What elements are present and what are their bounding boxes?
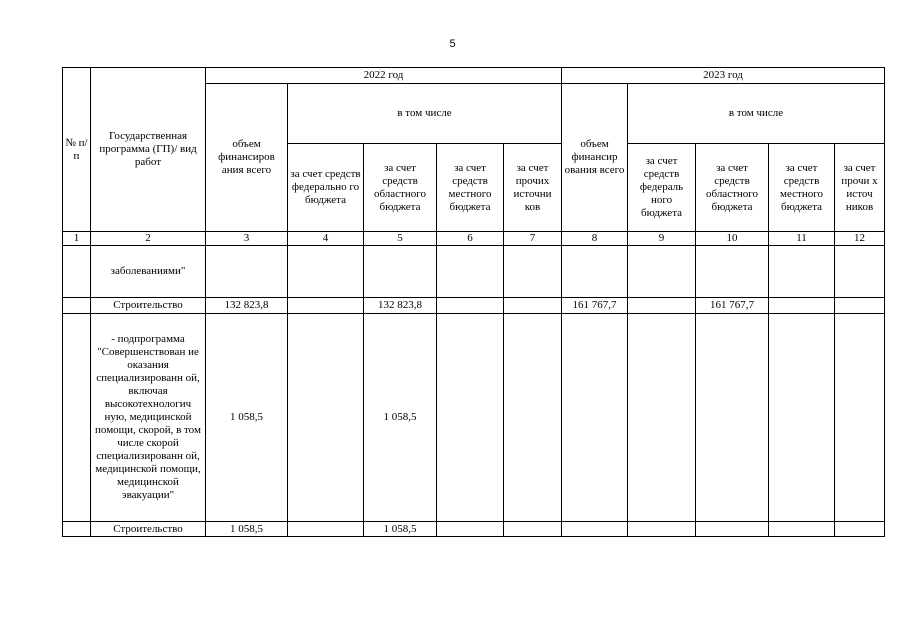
cell: 1 058,5 bbox=[364, 522, 437, 537]
header-total-2023: объем финансир ования всего bbox=[562, 84, 628, 232]
header-federal-2022: за счет средств федерально го бюджета bbox=[288, 144, 364, 232]
header-including-2023: в том числе bbox=[628, 84, 885, 144]
cell bbox=[437, 246, 504, 298]
table-row bbox=[63, 314, 885, 522]
cell bbox=[628, 522, 696, 537]
header-including-2022: в том числе bbox=[288, 84, 562, 144]
cell: 1 058,5 bbox=[206, 522, 288, 537]
cell: 1 058,5 bbox=[364, 314, 437, 522]
cell bbox=[835, 522, 885, 537]
cell bbox=[437, 314, 504, 522]
header-year-2022: 2022 год bbox=[206, 68, 562, 84]
column-number: 8 bbox=[562, 232, 628, 246]
column-number: 4 bbox=[288, 232, 364, 246]
cell bbox=[769, 522, 835, 537]
cell: 1 058,5 bbox=[206, 314, 288, 522]
cell bbox=[562, 314, 628, 522]
column-number: 5 bbox=[364, 232, 437, 246]
cell bbox=[504, 298, 562, 314]
cell bbox=[835, 314, 885, 522]
cell bbox=[835, 298, 885, 314]
cell bbox=[562, 522, 628, 537]
cell bbox=[562, 246, 628, 298]
cell bbox=[696, 522, 769, 537]
cell bbox=[504, 246, 562, 298]
column-number: 7 bbox=[504, 232, 562, 246]
table-row bbox=[63, 298, 885, 314]
cell bbox=[437, 522, 504, 537]
cell bbox=[288, 246, 364, 298]
header-row-years bbox=[63, 68, 885, 84]
cell bbox=[769, 298, 835, 314]
cell bbox=[364, 246, 437, 298]
cell bbox=[769, 314, 835, 522]
cell bbox=[206, 246, 288, 298]
page-number: 5 bbox=[449, 38, 456, 50]
row-name: - подпрограмма "Совершенствован ие оказания специализированн ой, включая высокотехнологич ную, медицинской помощи, скорой, в том числе скорой специализированн ой, медицинской помощи, медицинской эвакуации" bbox=[91, 314, 206, 522]
cell bbox=[288, 314, 364, 522]
cell bbox=[696, 246, 769, 298]
cell bbox=[504, 314, 562, 522]
cell-no bbox=[63, 298, 91, 314]
cell bbox=[628, 246, 696, 298]
cell: 161 767,7 bbox=[696, 298, 769, 314]
row-name: заболеваниями" bbox=[91, 246, 206, 298]
header-total-2022: объем финансиров ания всего bbox=[206, 84, 288, 232]
cell bbox=[769, 246, 835, 298]
cell bbox=[835, 246, 885, 298]
header-local-2022: за счет средств местного бюджета bbox=[437, 144, 504, 232]
header-federal-2023: за счет средств федераль ного бюджета bbox=[628, 144, 696, 232]
column-number: 12 bbox=[835, 232, 885, 246]
cell-no bbox=[63, 522, 91, 537]
column-number: 11 bbox=[769, 232, 835, 246]
row-name: Строительство bbox=[91, 522, 206, 537]
column-numbers-row bbox=[63, 232, 885, 246]
header-local-2023: за счет средств местного бюджета bbox=[769, 144, 835, 232]
row-name: Строительство bbox=[91, 298, 206, 314]
header-regional-2022: за счет средств областного бюджета bbox=[364, 144, 437, 232]
cell bbox=[288, 298, 364, 314]
cell bbox=[504, 522, 562, 537]
table-row bbox=[63, 522, 885, 537]
header-program: Государственная программа (ГП)/ вид работ bbox=[91, 68, 206, 232]
cell bbox=[696, 314, 769, 522]
table-row bbox=[63, 246, 885, 298]
header-no: № п/п bbox=[63, 68, 91, 232]
column-number: 3 bbox=[206, 232, 288, 246]
cell bbox=[628, 314, 696, 522]
column-number: 1 bbox=[63, 232, 91, 246]
column-number: 10 bbox=[696, 232, 769, 246]
cell: 161 767,7 bbox=[562, 298, 628, 314]
cell-no bbox=[63, 246, 91, 298]
column-number: 2 bbox=[91, 232, 206, 246]
header-year-2023: 2023 год bbox=[562, 68, 885, 84]
cell: 132 823,8 bbox=[206, 298, 288, 314]
column-number: 6 bbox=[437, 232, 504, 246]
cell bbox=[628, 298, 696, 314]
cell-no bbox=[63, 314, 91, 522]
header-other-2023: за счет прочи х источ ников bbox=[835, 144, 885, 232]
cell bbox=[437, 298, 504, 314]
header-other-2022: за счет прочих источни ков bbox=[504, 144, 562, 232]
header-regional-2023: за счет средств областного бюджета bbox=[696, 144, 769, 232]
budget-table bbox=[62, 67, 885, 537]
cell: 132 823,8 bbox=[364, 298, 437, 314]
cell bbox=[288, 522, 364, 537]
column-number: 9 bbox=[628, 232, 696, 246]
